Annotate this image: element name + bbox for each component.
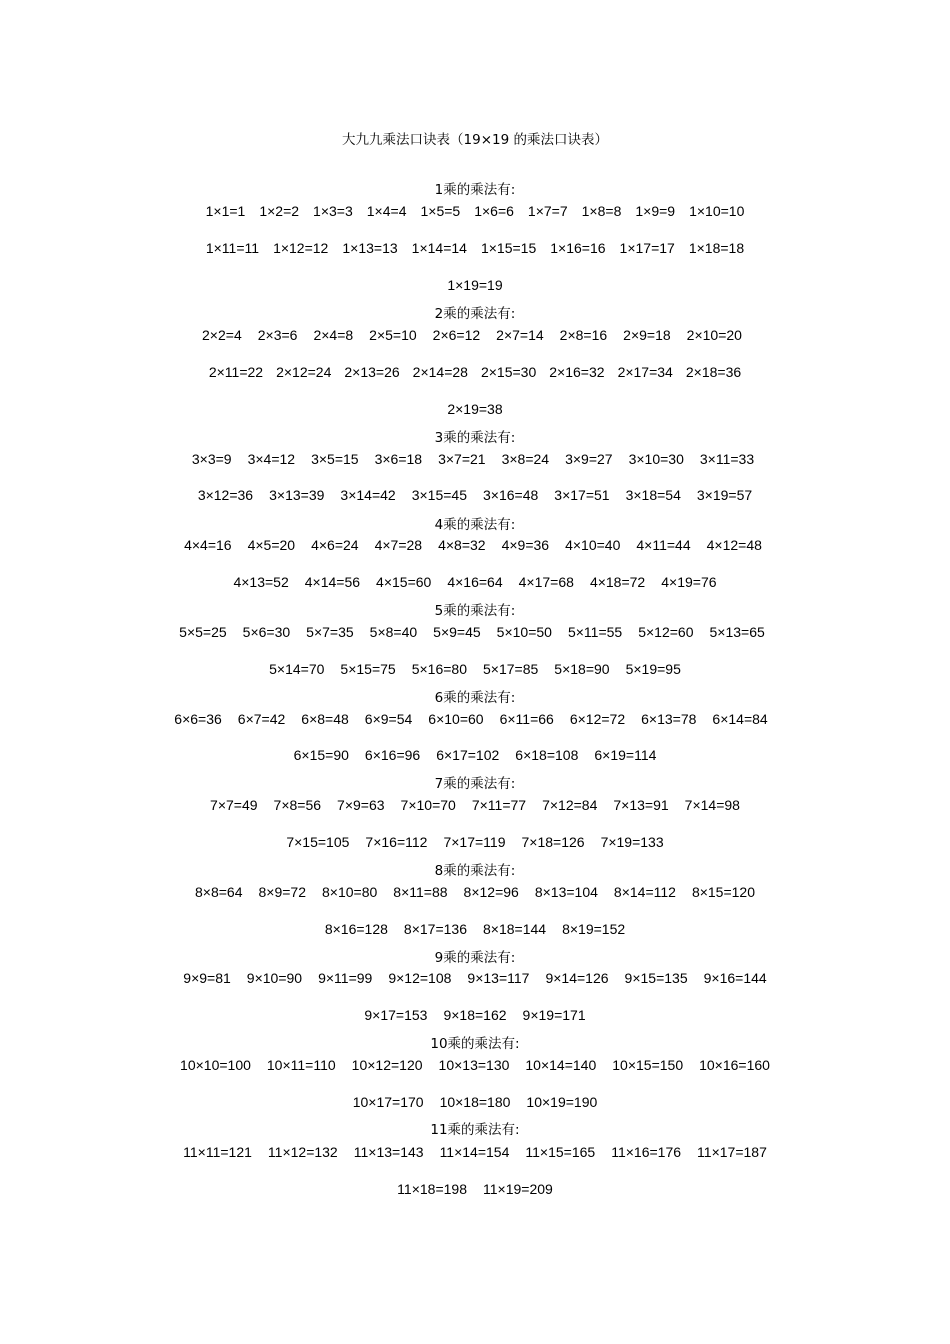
- equation: 8×14=112: [613, 884, 676, 900]
- equation: 9×15=135: [624, 970, 688, 986]
- equation: 4×7=28: [374, 537, 423, 553]
- equation: 3×12=36: [197, 487, 254, 503]
- equation-row: [0, 970, 950, 986]
- equation: 9×13=117: [467, 970, 530, 986]
- equation: 4×18=72: [589, 574, 646, 590]
- equation: 5×17=85: [483, 661, 539, 677]
- equation-row: [0, 277, 950, 293]
- equation: 6×16=96: [364, 747, 421, 763]
- section-heading: 5乘的乘法有:: [434, 603, 516, 619]
- equation: 9×18=162: [443, 1007, 507, 1023]
- equation: 4×4=16: [184, 537, 232, 553]
- equation-row: [0, 834, 950, 850]
- section-heading: 2乘的乘法有:: [434, 306, 516, 322]
- equation: 2×19=38: [447, 401, 503, 417]
- equation: 1×14=14: [411, 240, 467, 256]
- section-heading: 7乘的乘法有:: [434, 776, 516, 792]
- equation: 5×6=30: [242, 624, 291, 640]
- equation: 10×12=120: [351, 1057, 423, 1073]
- equation: 2×9=18: [623, 327, 671, 343]
- equation: 8×13=104: [534, 884, 598, 900]
- equation: 10×11=110: [266, 1057, 336, 1073]
- equation: 5×5=25: [179, 624, 227, 640]
- equation: 2×16=32: [549, 364, 605, 380]
- equation: 8×18=144: [483, 921, 547, 937]
- equation: 8×10=80: [321, 884, 378, 900]
- equation: 3×16=48: [483, 487, 539, 503]
- equation: 5×14=70: [269, 661, 325, 677]
- equation: 6×11=66: [499, 711, 554, 727]
- equation: 3×5=15: [311, 451, 359, 467]
- equation-row: [0, 711, 946, 727]
- equation: 3×3=9: [191, 451, 232, 467]
- equation: 1×5=5: [420, 203, 461, 219]
- equation: 4×13=52: [233, 574, 289, 590]
- equation: 7×8=56: [273, 797, 322, 813]
- equation: 11×14=154: [439, 1144, 510, 1160]
- section-heading: 10乘的乘法有:: [430, 1036, 520, 1052]
- equation: 6×6=36: [174, 711, 222, 727]
- equation: 4×9=36: [501, 537, 550, 553]
- equation: 1×8=8: [581, 203, 622, 219]
- equation: 7×17=119: [443, 834, 506, 850]
- equation: 5×9=45: [433, 624, 481, 640]
- equation: 2×17=34: [617, 364, 673, 380]
- equation: 4×10=40: [565, 537, 621, 553]
- equation: 8×9=72: [258, 884, 306, 900]
- equation: 7×7=49: [210, 797, 258, 813]
- equation-row: [0, 661, 950, 677]
- equation-row: [0, 921, 950, 937]
- equation: 1×13=13: [342, 240, 398, 256]
- equation: 2×13=26: [344, 364, 400, 380]
- equation: 11×17=187: [697, 1144, 767, 1160]
- page-title: 大九九乘法口诀表（19×19 的乘法口诀表）: [342, 132, 608, 148]
- equation: 11×11=121: [183, 1144, 252, 1160]
- equation: 7×13=91: [613, 797, 669, 813]
- equation: 6×10=60: [428, 711, 484, 727]
- equation-row: [0, 574, 950, 590]
- equation: 11×15=165: [525, 1144, 596, 1160]
- equation: 7×14=98: [684, 797, 740, 813]
- section-heading: 4乘的乘法有:: [434, 517, 516, 533]
- section-heading: 8乘的乘法有:: [434, 863, 516, 879]
- equation: 3×10=30: [628, 451, 684, 467]
- equation: 1×19=19: [447, 277, 503, 293]
- equation: 9×17=153: [364, 1007, 428, 1023]
- equation: 1×12=12: [273, 240, 329, 256]
- equation: 7×15=105: [286, 834, 350, 850]
- equation: 10×16=160: [699, 1057, 770, 1073]
- equation: 2×3=6: [257, 327, 298, 343]
- equation: 1×15=15: [480, 240, 537, 256]
- equation: 2×7=14: [496, 327, 544, 343]
- equation: 7×10=70: [400, 797, 456, 813]
- equation: 8×11=88: [393, 884, 448, 900]
- equation: 11×16=176: [611, 1144, 682, 1160]
- equation: 10×17=170: [352, 1094, 424, 1110]
- equation: 11×13=143: [353, 1144, 424, 1160]
- equation: 2×6=12: [432, 327, 481, 343]
- equation: 1×6=6: [474, 203, 514, 219]
- equation: 7×12=84: [542, 797, 598, 813]
- equation: 7×11=77: [471, 797, 527, 813]
- equation: 11×18=198: [397, 1181, 467, 1197]
- equation: 2×2=4: [202, 327, 242, 343]
- equation: 6×15=90: [293, 747, 349, 763]
- equation: 2×12=24: [276, 364, 332, 380]
- equation: 1×18=18: [688, 240, 745, 256]
- equation: 1×16=16: [550, 240, 606, 256]
- equation: 2×10=20: [686, 327, 742, 343]
- equation-row: [0, 401, 950, 417]
- equation: 8×12=96: [463, 884, 519, 900]
- equation: 8×16=128: [324, 921, 388, 937]
- equation: 6×8=48: [301, 711, 349, 727]
- equation: 6×17=102: [436, 747, 500, 763]
- equation: 3×15=45: [411, 487, 467, 503]
- equation: 3×6=18: [374, 451, 423, 467]
- equation: 3×4=12: [247, 451, 296, 467]
- equation-row: [0, 797, 950, 813]
- equation: 1×3=3: [313, 203, 353, 219]
- equation: 9×11=99: [318, 970, 373, 986]
- equation: 3×7=21: [438, 451, 486, 467]
- equation: 7×18=126: [521, 834, 585, 850]
- equation: 7×19=133: [600, 834, 664, 850]
- equation: 1×11=11: [205, 240, 260, 256]
- section-heading: 3乘的乘法有:: [434, 430, 516, 446]
- equation: 10×19=190: [526, 1094, 598, 1110]
- equation: 9×16=144: [703, 970, 767, 986]
- equation: 4×11=44: [636, 537, 691, 553]
- section-heading: 1乘的乘法有:: [434, 182, 516, 198]
- equation-row: [0, 1094, 950, 1110]
- equation: 4×5=20: [247, 537, 296, 553]
- equation: 1×9=9: [635, 203, 676, 219]
- equation: 9×12=108: [388, 970, 452, 986]
- equation: 5×12=60: [638, 624, 694, 640]
- equation: 3×17=51: [554, 487, 610, 503]
- equation: 5×15=75: [340, 661, 396, 677]
- equation: 5×19=95: [625, 661, 681, 677]
- equation-row: [0, 364, 950, 380]
- equation: 5×18=90: [554, 661, 610, 677]
- equation: 4×17=68: [518, 574, 574, 590]
- equation: 2×15=30: [480, 364, 537, 380]
- equation: 4×15=60: [376, 574, 432, 590]
- equation: 3×18=54: [625, 487, 681, 503]
- equation: 3×19=57: [696, 487, 753, 503]
- equation: 4×16=64: [447, 574, 503, 590]
- equation: 3×8=24: [501, 451, 550, 467]
- equation: 4×19=76: [661, 574, 717, 590]
- equation: 6×14=84: [712, 711, 768, 727]
- equation: 2×11=22: [208, 364, 264, 380]
- equation: 2×8=16: [559, 327, 608, 343]
- equation: 5×7=35: [306, 624, 354, 640]
- equation: 9×19=171: [522, 1007, 586, 1023]
- equation: 1×10=10: [689, 203, 745, 219]
- equation: 1×1=1: [205, 203, 246, 219]
- equation: 8×19=152: [562, 921, 626, 937]
- equation: 6×7=42: [237, 711, 286, 727]
- equation: 2×18=36: [685, 364, 742, 380]
- equation-row: [0, 537, 948, 553]
- equation: 2×5=10: [369, 327, 417, 343]
- equation-row: [0, 240, 950, 256]
- equation: 9×9=81: [183, 970, 231, 986]
- equation: 5×8=40: [369, 624, 418, 640]
- equation: 5×13=65: [709, 624, 765, 640]
- equation: 7×9=63: [337, 797, 385, 813]
- equation: 3×14=42: [340, 487, 396, 503]
- equation: 6×19=114: [594, 747, 657, 763]
- equation: 3×9=27: [565, 451, 613, 467]
- section-heading: 11乘的乘法有:: [430, 1122, 520, 1138]
- equation-row: [0, 327, 947, 343]
- equation: 9×14=126: [545, 970, 609, 986]
- equation: 6×13=78: [641, 711, 697, 727]
- equation: 6×18=108: [515, 747, 579, 763]
- equation: 2×4=8: [313, 327, 354, 343]
- equation: 2×14=28: [412, 364, 468, 380]
- equation: 4×6=24: [311, 537, 359, 553]
- equation-row: [0, 203, 950, 219]
- section-heading: 6乘的乘法有:: [434, 690, 516, 706]
- equation: 11×19=209: [483, 1181, 553, 1197]
- equation: 10×13=130: [438, 1057, 510, 1073]
- equation: 4×12=48: [706, 537, 762, 553]
- equation: 3×13=39: [269, 487, 325, 503]
- equation-row: [0, 1057, 950, 1073]
- equation: 6×9=54: [364, 711, 413, 727]
- section-heading: 9乘的乘法有:: [434, 950, 516, 966]
- equation: 10×18=180: [439, 1094, 511, 1110]
- equation: 7×16=112: [365, 834, 428, 850]
- equation: 11×12=132: [267, 1144, 338, 1160]
- equation: 1×7=7: [527, 203, 568, 219]
- equation: 6×12=72: [569, 711, 626, 727]
- equation-row: [0, 451, 948, 467]
- equation: 1×2=2: [259, 203, 300, 219]
- equation-row: [0, 884, 950, 900]
- equation: 10×15=150: [612, 1057, 684, 1073]
- equation-row: [0, 1007, 950, 1023]
- equation: 9×10=90: [246, 970, 303, 986]
- equation-row: [0, 624, 947, 640]
- equation-row: [0, 487, 950, 503]
- equation: 8×17=136: [403, 921, 467, 937]
- equation: 4×8=32: [438, 537, 486, 553]
- equation: 1×4=4: [366, 203, 407, 219]
- equation-row: [0, 1181, 950, 1197]
- equation: 1×17=17: [619, 240, 675, 256]
- equation: 10×14=140: [525, 1057, 597, 1073]
- equation: 5×16=80: [411, 661, 467, 677]
- equation: 5×10=50: [496, 624, 552, 640]
- equation: 4×14=56: [304, 574, 361, 590]
- equation: 3×11=33: [699, 451, 755, 467]
- equation-row: [0, 1144, 950, 1160]
- equation: 10×10=100: [180, 1057, 251, 1073]
- equation-row: [0, 747, 950, 763]
- equation: 8×15=120: [691, 884, 756, 900]
- equation: 8×8=64: [194, 884, 243, 900]
- equation: 5×11=55: [567, 624, 623, 640]
